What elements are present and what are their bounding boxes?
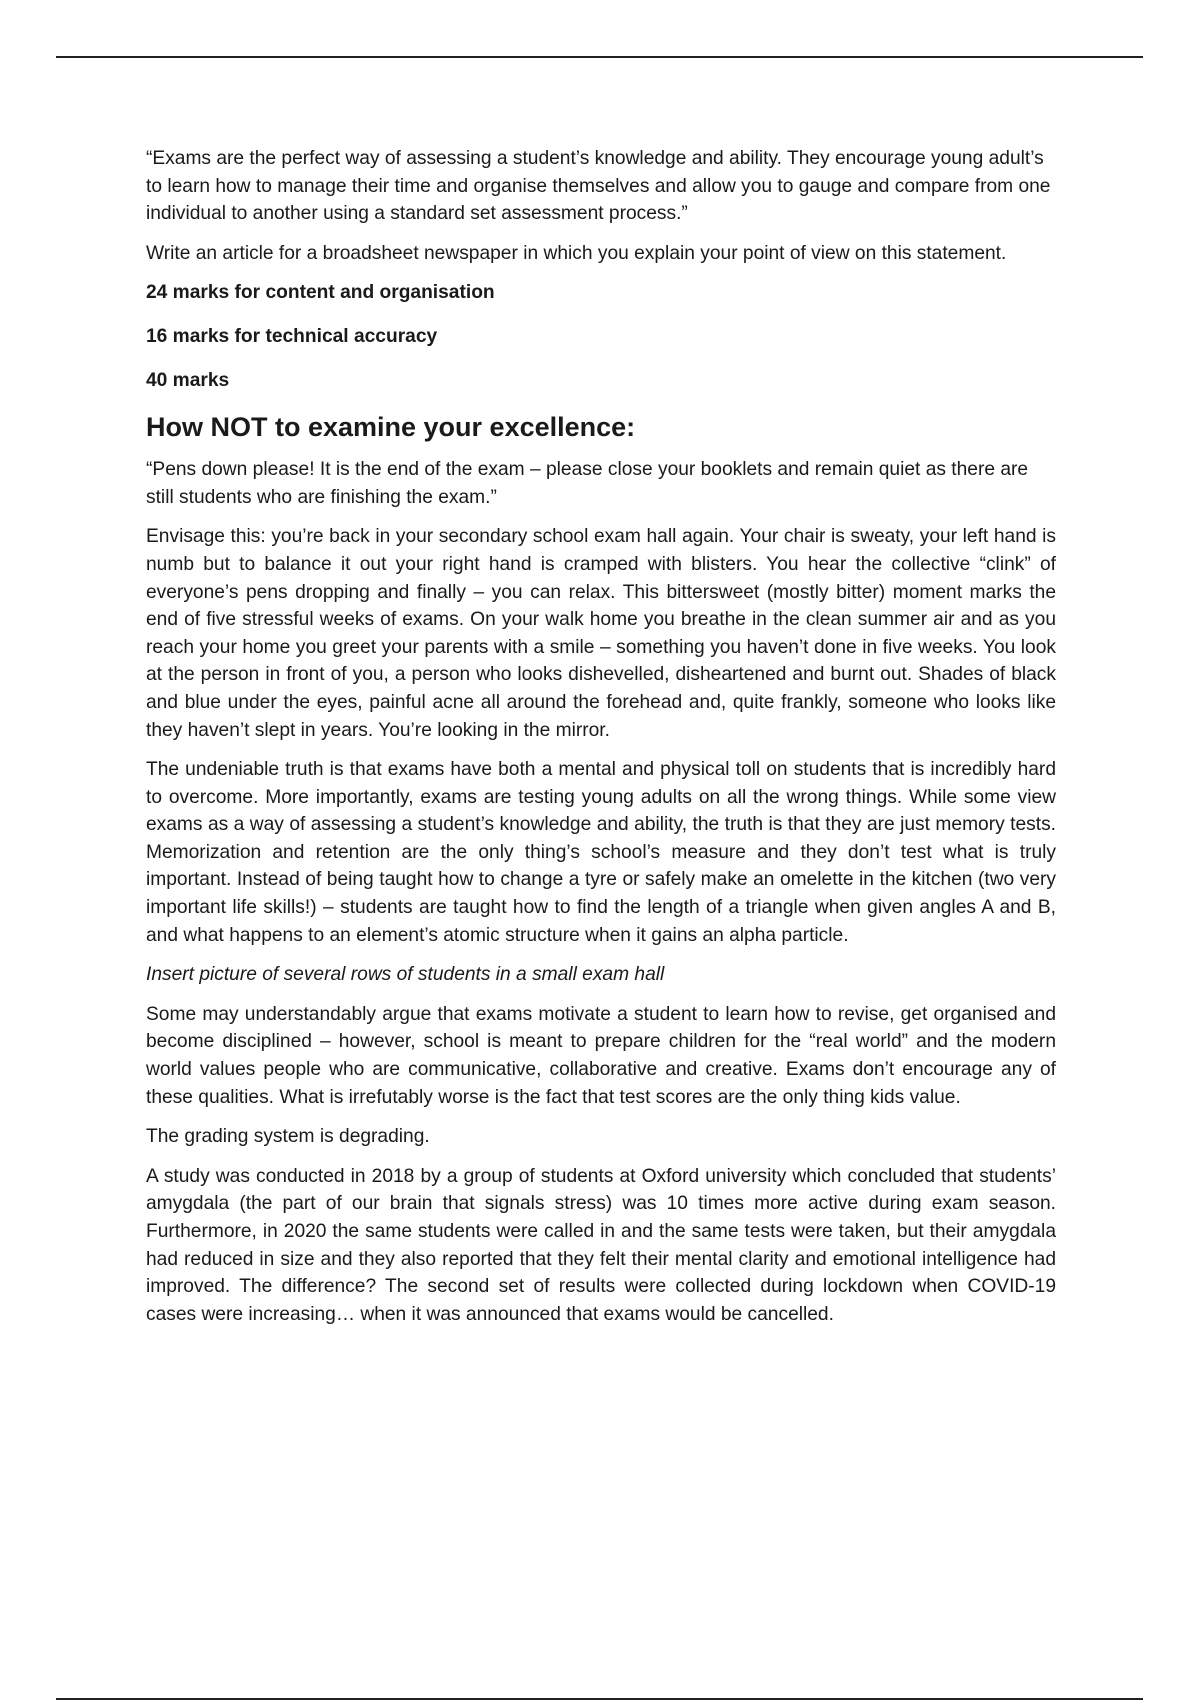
image-placeholder-note: Insert picture of several rows of students in a small exam hall	[146, 964, 665, 986]
article-subheading-line: The grading system is degrading.	[146, 1126, 430, 1148]
prompt-quote: “Exams are the perfect way of assessing a student’s knowledge and ability. They encourage young adult’s to learn how to manage their time and organise themselves and allow you to gauge and compare from one individual to another using a standard set assessment process.”	[146, 148, 1051, 225]
marks-content-organisation: 24 marks for content and organisation	[146, 282, 495, 304]
article-paragraph: Some may understandably argue that exams motivate a student to learn how to revise, get organised and become disciplined – however, school is meant to prepare children for the “real world” and the modern world values people who are communicative, collaborative and creative. Exams don’t encourage any of these qualities. What is irrefutably worse is the fact that test scores are the only thing kids value.	[146, 1003, 1056, 1108]
article-paragraph: “Pens down please! It is the end of the exam – please close your booklets and remain quiet as there are still students who are finishing the exam.”	[146, 459, 1029, 508]
article-paragraph: The undeniable truth is that exams have both a mental and physical toll on students that is incredibly hard to overcome. More importantly, exams are testing young adults on all the wrong things. While some view exams as a way of assessing a student’s knowledge and ability, the truth is that they are just memory tests. Memorization and retention are the only thing’s school’s measure and they don’t test what is truly important. Instead of being taught how to change a tyre or safely make an omelette in the kitchen (two very important life skills!) – students are taught how to find the length of a triangle when given angles A and B, and what happens to an element’s atomic structure when it gains an alpha particle.	[146, 759, 1056, 946]
article-paragraph: Envisage this: you’re back in your secondary school exam hall again. Your chair is sweaty, your left hand is numb but to balance it out your right hand is cramped with blisters. You hear the collective “clink” of everyone’s pens dropping and finally – you can relax. This bittersweet (mostly bitter) moment marks the end of five stressful weeks of exams. On your walk home you breathe in the clean summer air and as you reach your home you greet your parents with a smile – something you haven’t done in five weeks. You look at the person in front of you, a person who looks dishevelled, disheartened and burnt out. Shades of black and blue under the eyes, painful acne all around the forehead and, quite frankly, someone who looks like they haven’t slept in years. You’re looking in the mirror.	[146, 526, 1056, 741]
article-paragraph: A study was conducted in 2018 by a group of students at Oxford university which concluded that students’ amygdala (the part of our brain that signals stress) was 10 times more active during exam season. Furthermore, in 2020 the same students were called in and the same tests were taken, but their amygdala had reduced in size and they also reported that they felt their mental clarity and emotional intelligence had improved. The difference? The second set of results were collected during lockdown when COVID-19 cases were increasing… when it was announced that exams would be cancelled.	[146, 1165, 1056, 1325]
marks-technical-accuracy: 16 marks for technical accuracy	[146, 325, 438, 347]
article-title: How NOT to examine your excellence:	[146, 412, 636, 443]
prompt-task: Write an article for a broadsheet newspaper in which you explain your point of view on this statement.	[146, 242, 1007, 264]
top-rule	[56, 56, 1143, 58]
document-body	[146, 145, 1056, 1340]
marks-total: 40 marks	[146, 369, 230, 391]
